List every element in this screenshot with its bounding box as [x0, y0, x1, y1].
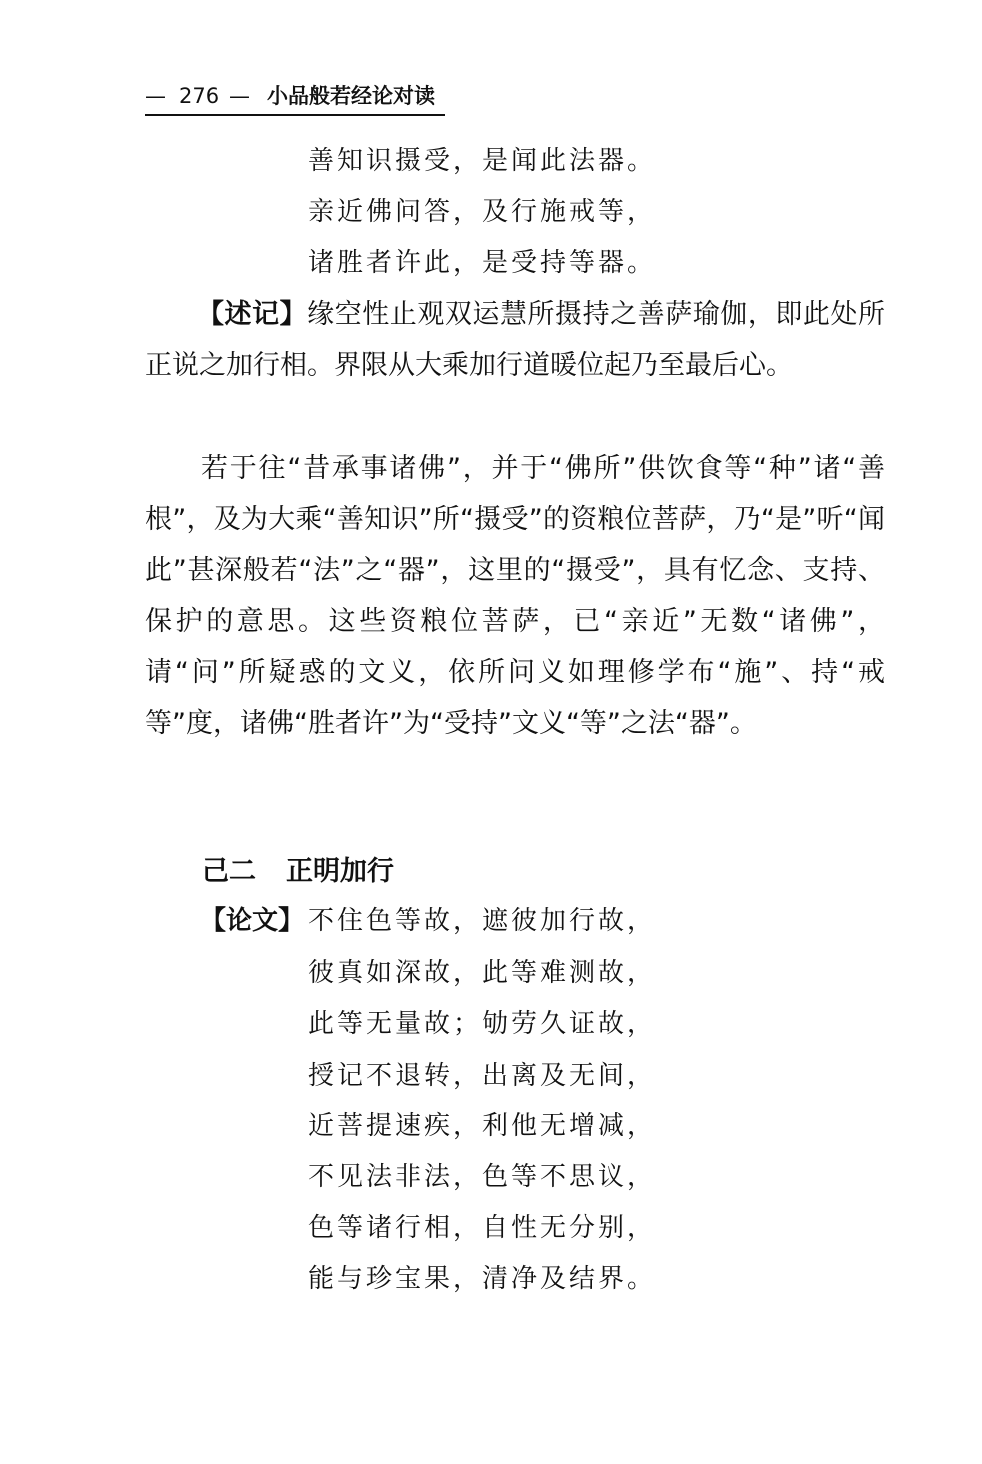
commentary-tag: 【述记】	[197, 299, 308, 330]
lunwen-line: 能与珍宝果，清净及结界。	[308, 1264, 657, 1294]
commentary-paragraph	[145, 289, 885, 391]
header-rule	[145, 114, 445, 116]
commentary-text: 缘空性止观双运慧所摄持之善萨瑜伽，即此处所正说之加行相。界限从大乘加行道暖位起乃至最后心。	[145, 299, 886, 381]
lunwen-line: 近菩提速疾，利他无增减，	[308, 1111, 657, 1141]
explanation-paragraph: 若于往“昔承事诸佛”，并于“佛所”供饮食等“种”诸“善根”，及为大乘“善知识”所“摄受”的资粮位菩萨，乃“是”听“闻此”甚深般若“法”之“器”，这里的“摄受”，具有忆念、支持、保护的意思。这些资粮位菩萨，已“亲近”无数“诸佛”，请“问”所疑惑的文义，依所问义如理修学布“施”、持“戒等”度，诸佛“胜者许”为“受持”文义“等”之法“器”。	[145, 453, 885, 739]
lunwen-tag: 【论文】	[200, 906, 305, 936]
verse-line: 诸胜者许此，是受持等器。	[308, 248, 657, 278]
section-heading	[202, 854, 394, 890]
header-dash-left: —	[145, 84, 166, 108]
lunwen-line: 不住色等故，遮彼加行故，	[308, 906, 657, 936]
lunwen-line: 授记不退转，出离及无间，	[308, 1061, 657, 1091]
verse-line: 亲近佛问答，及行施戒等，	[308, 197, 657, 227]
book-title: 小品般若经论对读	[267, 84, 435, 108]
lunwen-line: 不见法非法，色等不思议，	[308, 1162, 657, 1192]
section-number: 己二	[202, 856, 256, 887]
page-number: 276	[179, 84, 220, 108]
section-title: 正明加行	[286, 856, 394, 887]
lunwen-line: 彼真如深故，此等难测故，	[308, 958, 657, 988]
running-header	[145, 80, 445, 116]
lunwen-line: 色等诸行相，自性无分别，	[308, 1213, 657, 1243]
header-dash-right: —	[229, 84, 250, 108]
lunwen-line: 此等无量故；劬劳久证故，	[308, 1009, 657, 1039]
verse-line: 善知识摄受，是闻此法器。	[308, 146, 657, 176]
